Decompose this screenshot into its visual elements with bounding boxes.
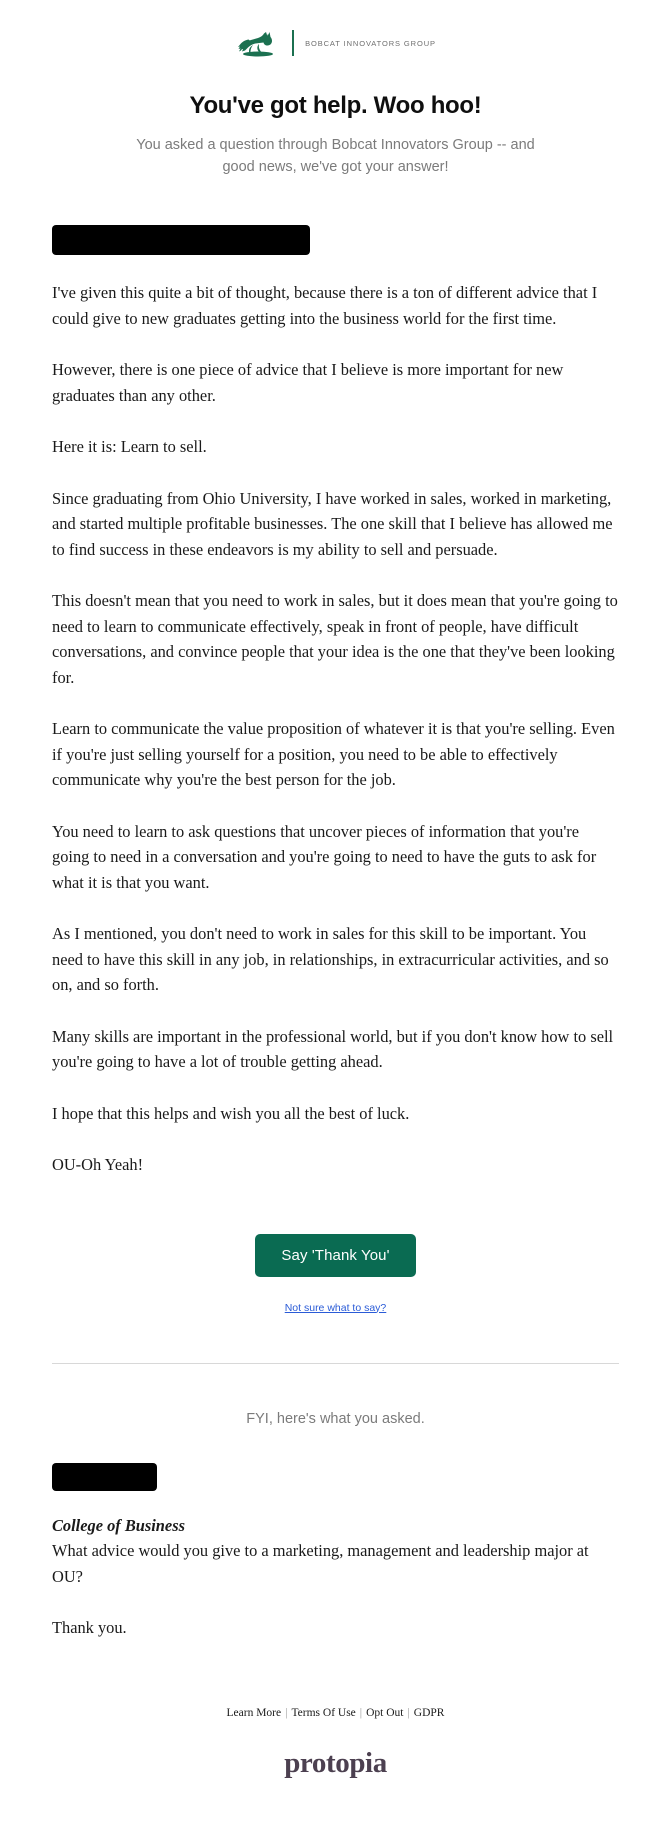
answer-paragraph: Since graduating from Ohio University, I have worked in sales, worked in marketing, and started multiple profitable businesses. The one skill that I believe has allowed me to find success in these endeavors is my ability to sell and persuade.: [52, 488, 613, 559]
bobcat-logo-icon: [235, 28, 281, 58]
answer-paragraph: As I mentioned, you don't need to work in sales for this skill to be important. You need to have this skill in any job, in relationships, in extracurricular activities, and so on, and so forth.: [52, 924, 609, 994]
footer-separator: |: [285, 1706, 288, 1719]
protopia-wordmark: protopia: [284, 1746, 387, 1779]
question-block: [0, 1513, 671, 1641]
logo-divider: [292, 30, 294, 56]
section-divider: [52, 1363, 619, 1364]
answer-paragraph: Learn to communicate the value proposition of whatever it is that you're selling. Even if you're just selling yourself for a position, you need to be able to effectively communicate why you're the best person for the job.: [52, 719, 615, 789]
footer-link-terms-of-use[interactable]: Terms Of Use: [291, 1706, 356, 1719]
footer-separator: |: [359, 1706, 363, 1719]
footer-link-learn-more[interactable]: Learn More: [226, 1706, 282, 1719]
answer-paragraph: I hope that this helps and wish you all the best of luck.: [52, 1103, 410, 1123]
answer-signoff: OU-Oh Yeah!: [52, 1155, 144, 1174]
footer-separator: |: [407, 1706, 410, 1719]
say-thank-you-button[interactable]: Say 'Thank You': [255, 1234, 415, 1277]
answer-paragraph: I've given this quite a bit of thought, because there is a ton of different advice that I could give to new graduates getting into the business world for the first time.: [52, 283, 598, 328]
question-organization: College of Business: [52, 1515, 185, 1535]
answer-paragraph: This doesn't mean that you need to work in sales, but it does mean that you're going to need to learn to communicate effectively, speak in front of people, have difficult conversations, and convince people that your idea is the one that they've been looking for.: [52, 591, 618, 687]
footer-link-opt-out[interactable]: Opt Out: [366, 1706, 404, 1719]
answer-paragraph: You need to learn to ask questions that uncover pieces of information that you're going to need in a conversation and you're going to need to have the guts to ask for what it is that you want.: [52, 821, 597, 892]
brand-lockup: [235, 28, 436, 58]
brand-wordmark: BOBCAT INNOVATORS GROUP: [305, 38, 436, 48]
answer-paragraph: However, there is one piece of advice that I believe is more important for new graduates than any other.: [52, 360, 564, 405]
not-sure-what-to-say-link[interactable]: Not sure what to say?: [284, 1301, 387, 1314]
recap-intro: FYI, here's what you asked.: [246, 1410, 425, 1427]
answer-body: [0, 280, 671, 1178]
question-closing: Thank you.: [52, 1618, 127, 1637]
answer-paragraph: Many skills are important in the professional world, but if you don't know how to sell you're going to have a lot of trouble getting ahead.: [52, 1026, 614, 1071]
footer-link-gdpr[interactable]: GDPR: [413, 1706, 445, 1719]
cta-section: [0, 1234, 671, 1277]
answer-paragraph: Here it is: Learn to sell.: [52, 437, 207, 456]
redacted-answerer-name: [52, 225, 310, 255]
redacted-asker-name: [52, 1463, 157, 1491]
page-subtitle: You asked a question through Bobcat Innovators Group -- and good news, we've got your answer!: [136, 137, 535, 175]
brand-header: [0, 0, 671, 58]
question-text: What advice would you give to a marketing, management and leadership major at OU?: [52, 1541, 589, 1586]
page-title: You've got help. Woo hoo!: [189, 92, 482, 119]
footer-links: [0, 1707, 671, 1719]
cta-secondary: [0, 1298, 671, 1316]
